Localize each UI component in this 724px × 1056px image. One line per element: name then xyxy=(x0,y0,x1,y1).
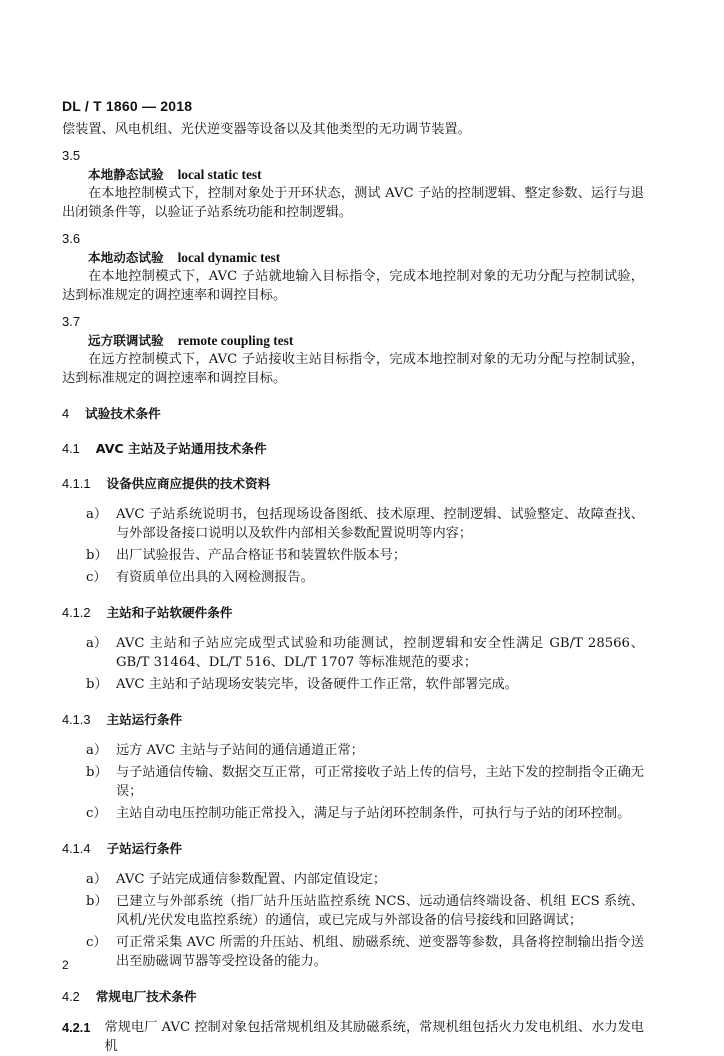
section-number: 4.2.1 xyxy=(62,1020,91,1035)
section-heading-4-1 xyxy=(62,439,644,458)
document-body xyxy=(62,120,644,1056)
term-definition: 在本地控制模式下，AVC 子站就地输入目标指令，完成本地控制对象的无功分配与控制试验，达到标准规定的调控速率和调控目标。 xyxy=(62,269,644,303)
clause-text: 常规电厂 AVC 控制对象包括常规机组及其励磁系统，常规机组包括火力发电机组、水力发电机 xyxy=(104,1020,644,1054)
continued-paragraph: 偿装置、风电机组、光伏逆变器等设备以及其他类型的无功调节装置。 xyxy=(62,122,471,137)
list-item xyxy=(86,763,644,801)
list-marker: c） xyxy=(86,806,107,821)
list-item xyxy=(86,546,644,565)
term-heading xyxy=(62,165,644,184)
section-number: 4.1 xyxy=(62,441,80,456)
list-marker: c） xyxy=(86,935,107,950)
list-item-text: 远方 AVC 主站与子站间的通信通道正常； xyxy=(116,743,364,758)
clause-number: 3.6 xyxy=(62,231,81,246)
section-number: 4.1.1 xyxy=(62,476,91,491)
section-number: 4.1.4 xyxy=(62,841,91,856)
list-item xyxy=(86,568,644,587)
list-item-text: 可正常采集 AVC 所需的升压站、机组、励磁系统、逆变器等参数，具备将控制输出指令送出至励磁调节器等受控设备的能力。 xyxy=(116,935,644,969)
list-item-text: AVC 主站和子站现场安装完毕，设备硬件工作正常，软件部署完成。 xyxy=(116,677,518,692)
section-number: 4 xyxy=(62,406,70,421)
document-code-header: DL / T 1860 — 2018 xyxy=(62,98,193,114)
list-item-text: 有资质单位出具的入网检测报告。 xyxy=(116,570,314,585)
list-4-1-4 xyxy=(62,870,644,971)
list-item xyxy=(86,675,644,694)
section-heading-4-1-3 xyxy=(62,710,644,729)
list-item-text: AVC 主站和子站应完成型式试验和功能测试，控制逻辑和安全性满足 GB/T 28566、GB/T 31464、DL/T 516、DL/T 1707 等标准规范的要求； xyxy=(116,636,644,670)
list-marker: b） xyxy=(86,894,108,909)
list-marker: b） xyxy=(86,765,108,780)
clause-number: 3.5 xyxy=(62,148,81,163)
list-item xyxy=(86,892,644,930)
list-item xyxy=(86,741,644,760)
section-heading-4-1-4 xyxy=(62,839,644,858)
list-item xyxy=(86,933,644,971)
term-chinese: 本地静态试验 xyxy=(88,167,164,182)
list-marker: a） xyxy=(86,743,108,758)
list-4-1-1 xyxy=(62,505,644,587)
section-heading-4 xyxy=(62,404,644,423)
term-english: local static test xyxy=(177,167,262,182)
term-definition: 在本地控制模式下，控制对象处于开环状态，测试 AVC 子站的控制逻辑、整定参数、运行与退出闭锁条件等，以验证子站系统功能和控制逻辑。 xyxy=(62,186,644,220)
list-item-text: 出厂试验报告、产品合格证书和装置软件版本号； xyxy=(116,548,407,563)
clause-3-6 xyxy=(62,229,644,305)
list-item-text: 已建立与外部系统（指厂站升压站监控系统 NCS、远动通信终端设备、机组 ECS 系统、风机/光伏发电监控系统）的通信，或已完成与外部设备的信号接线和回路调试； xyxy=(116,894,644,928)
term-heading xyxy=(62,331,644,350)
list-marker: a） xyxy=(86,507,108,522)
section-number: 4.2 xyxy=(62,989,80,1004)
list-4-1-3 xyxy=(62,741,644,823)
term-english: local dynamic test xyxy=(177,250,281,265)
section-heading-4-2 xyxy=(62,987,644,1006)
term-chinese: 远方联调试验 xyxy=(88,333,164,348)
term-heading xyxy=(62,248,644,267)
term-english: remote coupling test xyxy=(177,333,294,348)
clause-number: 3.7 xyxy=(62,314,81,329)
list-marker: b） xyxy=(86,548,108,563)
list-item xyxy=(86,634,644,672)
list-marker: b） xyxy=(86,677,108,692)
section-title: 常规电厂技术条件 xyxy=(95,989,197,1004)
section-title: 试验技术条件 xyxy=(85,406,161,421)
list-marker: a） xyxy=(86,636,108,651)
list-item xyxy=(86,505,644,543)
clause-3-5 xyxy=(62,146,644,222)
section-title: 主站和子站软硬件条件 xyxy=(106,605,233,620)
term-chinese: 本地动态试验 xyxy=(88,250,164,265)
list-item-text: AVC 子站系统说明书，包括现场设备图纸、技术原理、控制逻辑、试验整定、故障查找、与外部设备接口说明以及软件内部相关参数配置说明等内容； xyxy=(116,507,644,541)
page-number: 2 xyxy=(62,958,69,972)
list-4-1-2 xyxy=(62,634,644,694)
list-item-text: AVC 子站完成通信参数配置、内部定值设定； xyxy=(116,872,387,887)
section-number: 4.1.3 xyxy=(62,712,91,727)
list-item xyxy=(86,870,644,889)
section-title: AVC 主站及子站通用技术条件 xyxy=(95,441,267,456)
section-heading-4-1-1 xyxy=(62,474,644,493)
list-item-text: 与子站通信传输、数据交互正常，可正常接收子站上传的信号，主站下发的控制指令正确无误； xyxy=(116,765,644,799)
list-marker: a） xyxy=(86,872,108,887)
section-title: 子站运行条件 xyxy=(106,841,183,856)
clause-3-7 xyxy=(62,312,644,388)
section-number: 4.1.2 xyxy=(62,605,91,620)
section-title: 设备供应商应提供的技术资料 xyxy=(106,476,271,491)
term-definition: 在远方控制模式下，AVC 子站接收主站目标指令，完成本地控制对象的无功分配与控制试验，达到标准规定的调控速率和调控目标。 xyxy=(62,352,644,386)
list-item xyxy=(86,804,644,823)
list-item-text: 主站自动电压控制功能正常投入，满足与子站闭环控制条件，可执行与子站的闭环控制。 xyxy=(116,806,631,821)
list-marker: c） xyxy=(86,570,107,585)
section-title: 主站运行条件 xyxy=(106,712,183,727)
section-heading-4-1-2 xyxy=(62,603,644,622)
